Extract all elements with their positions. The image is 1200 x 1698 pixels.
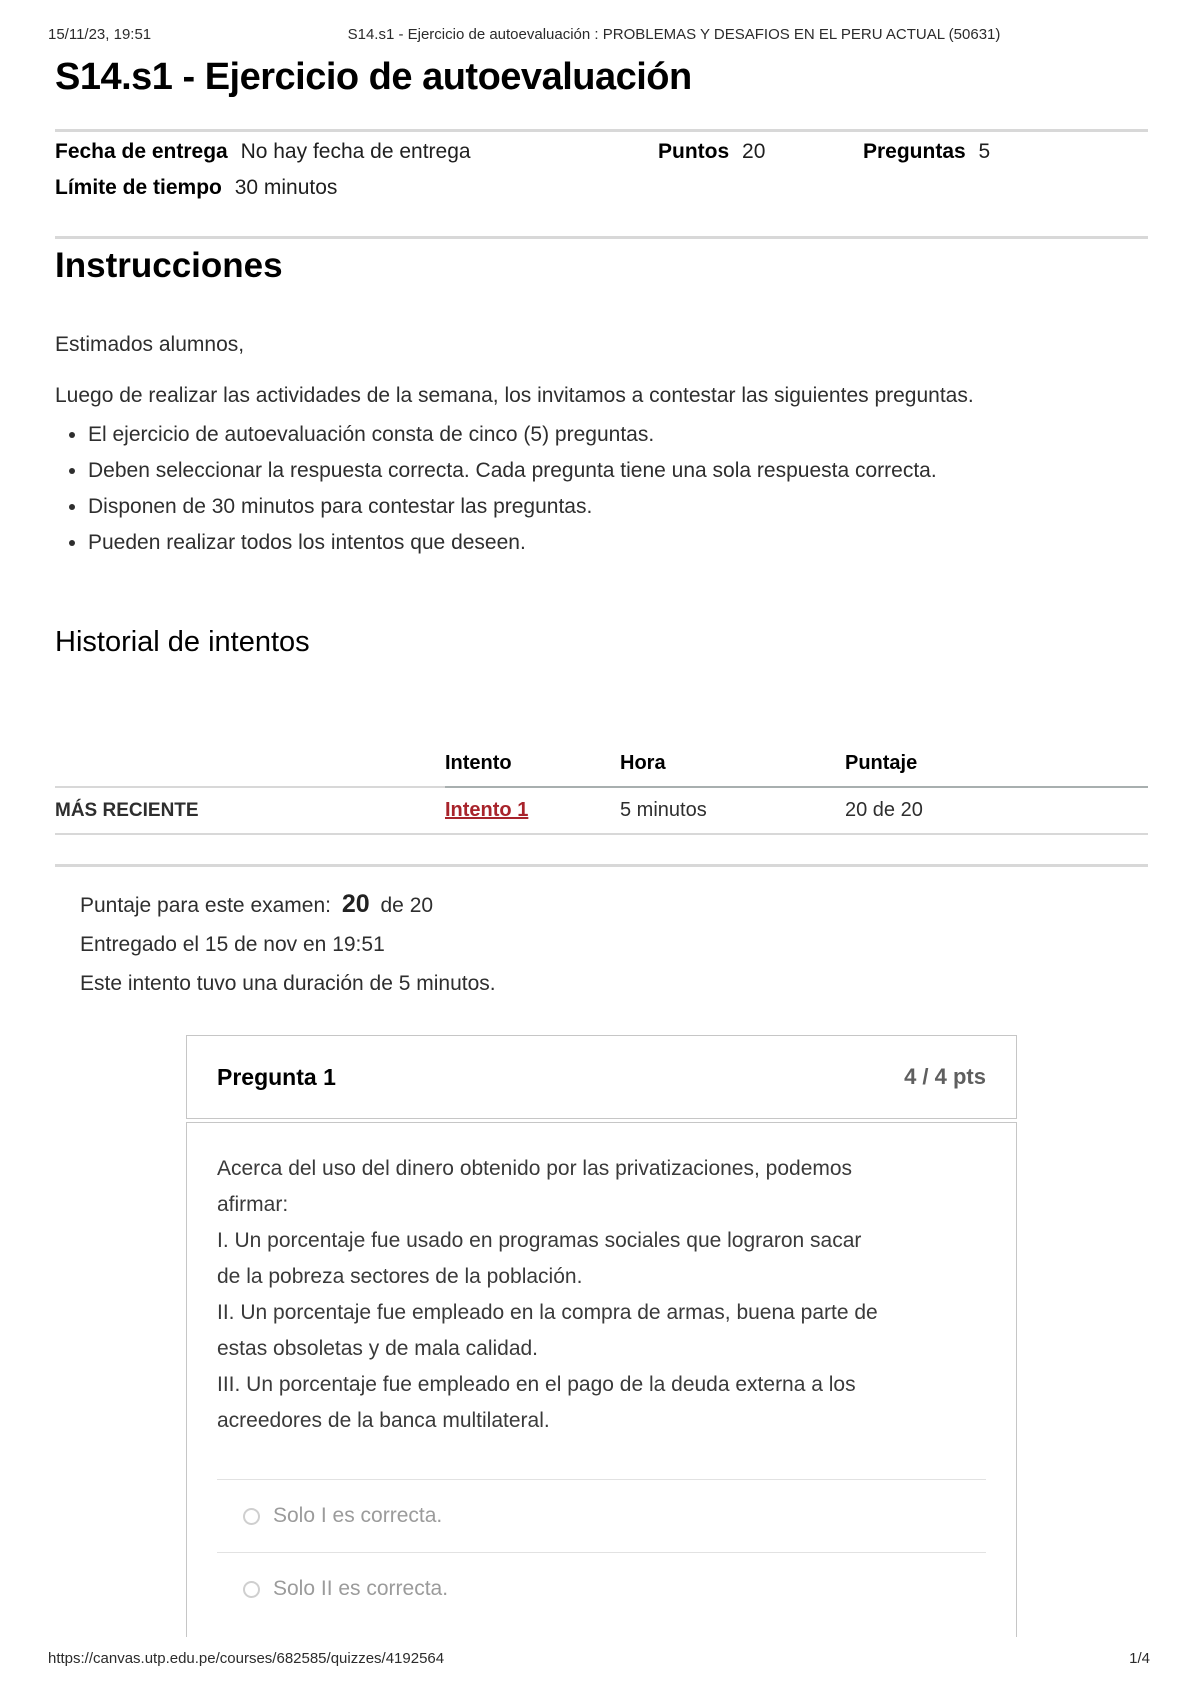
page-title: S14.s1 - Ejercicio de autoevaluación [55, 56, 692, 98]
attempt-table-header-hora: Hora [620, 740, 845, 788]
radio-icon[interactable] [243, 1581, 260, 1598]
meta-preguntas [863, 140, 990, 164]
question-text-line: acreedores de la banca multilateral. [217, 1409, 550, 1432]
question-text-line: Acerca del uso del dinero obtenido por las privatizaciones, podemos [217, 1157, 853, 1180]
attempt-recency-label: MÁS RECIENTE [55, 788, 445, 835]
instructions-greeting: Estimados alumnos, [55, 333, 245, 356]
instruction-bullet: • Pueden realizar todos los intentos que deseen. [88, 532, 937, 554]
divider [55, 236, 1148, 239]
print-datetime: 15/11/23, 19:51 [48, 26, 152, 43]
question-card [186, 1035, 1017, 1637]
instructions-bullet-list [55, 424, 937, 568]
answer-option-label: Solo II es correcta. [273, 1577, 449, 1600]
attempt-time: 5 minutos [620, 788, 845, 835]
duration-line: Este intento tuvo una duración de 5 minutos. [80, 972, 496, 995]
attempt-history-heading: Historial de intentos [55, 626, 310, 658]
question-text-line: estas obsoletas y de mala calidad. [217, 1337, 539, 1360]
meta-fecha-value: No hay fecha de entrega [240, 140, 471, 163]
attempt-score: 20 de 20 [845, 788, 1148, 835]
question-title: Pregunta 1 [217, 1063, 336, 1090]
meta-preguntas-value: 5 [978, 140, 991, 163]
meta-preguntas-label: Preguntas [863, 140, 966, 163]
score-suffix: de 20 [380, 894, 434, 917]
answer-option-label: Solo I es correcta. [273, 1504, 443, 1527]
attempt-table-header-intento: Intento [445, 740, 620, 788]
instructions-heading: Instrucciones [55, 246, 283, 285]
instructions-intro: Luego de realizar las actividades de la semana, los invitamos a contestar las siguientes preguntas. [55, 384, 974, 407]
footer-page-number: 1/4 [1129, 1650, 1150, 1667]
meta-fecha-label: Fecha de entrega [55, 140, 228, 163]
print-doc-title: S14.s1 - Ejercicio de autoevaluación : PROBLEMAS Y DESAFIOS EN EL PERU ACTUAL (50631) [347, 26, 1001, 43]
attempt-summary [80, 890, 496, 1012]
print-footer [48, 1650, 1150, 1667]
meta-limite-label: Límite de tiempo [55, 176, 222, 199]
attempt-history-table [55, 740, 1148, 835]
footer-url: https://canvas.utp.edu.pe/courses/682585/quizzes/4192564 [48, 1650, 445, 1667]
divider [55, 864, 1148, 867]
instruction-bullet: • Disponen de 30 minutos para contestar las preguntas. [88, 496, 937, 518]
print-header [48, 26, 1150, 43]
answer-option-2 [217, 1552, 986, 1625]
answer-options [217, 1479, 986, 1625]
divider [55, 129, 1148, 132]
meta-fecha-entrega [55, 140, 658, 164]
meta-limite-tiempo [55, 176, 337, 200]
answer-option-1 [217, 1479, 986, 1552]
exam-score-line [80, 890, 496, 918]
question-points-badge: 4 / 4 pts [904, 1064, 986, 1089]
instruction-bullet: • El ejercicio de autoevaluación consta de cinco (5) preguntas. [88, 424, 937, 446]
attempt-table-row [55, 788, 1148, 835]
attempt-table-header-row [55, 740, 1148, 788]
question-text-line: I. Un porcentaje fue usado en programas sociales que lograron sacar [217, 1229, 862, 1252]
meta-puntos-label: Puntos [658, 140, 730, 163]
attempt-1-link[interactable]: Intento 1 [445, 799, 529, 821]
attempt-table-header-puntaje: Puntaje [845, 740, 1148, 788]
question-text-line: afirmar: [217, 1193, 289, 1216]
question-header [186, 1035, 1017, 1119]
score-prefix: Puntaje para este examen: [80, 894, 331, 917]
meta-puntos-value: 20 [742, 140, 766, 163]
quiz-meta-row [55, 140, 990, 164]
score-value: 20 [341, 890, 370, 918]
question-text-line: II. Un porcentaje fue empleado en la compra de armas, buena parte de [217, 1301, 878, 1324]
question-text [217, 1151, 986, 1439]
attempt-cell [445, 788, 620, 835]
radio-icon[interactable] [243, 1508, 260, 1525]
question-text-line: de la pobreza sectores de la población. [217, 1265, 583, 1288]
meta-puntos [658, 140, 863, 164]
instruction-bullet: • Deben seleccionar la respuesta correcta. Cada pregunta tiene una sola respuesta correcta. [88, 460, 937, 482]
question-body [186, 1122, 1017, 1637]
attempt-table-header-empty [55, 740, 445, 788]
submitted-line: Entregado el 15 de nov en 19:51 [80, 933, 385, 956]
question-text-line: III. Un porcentaje fue empleado en el pago de la deuda externa a los [217, 1373, 856, 1396]
meta-limite-value: 30 minutos [234, 176, 338, 199]
